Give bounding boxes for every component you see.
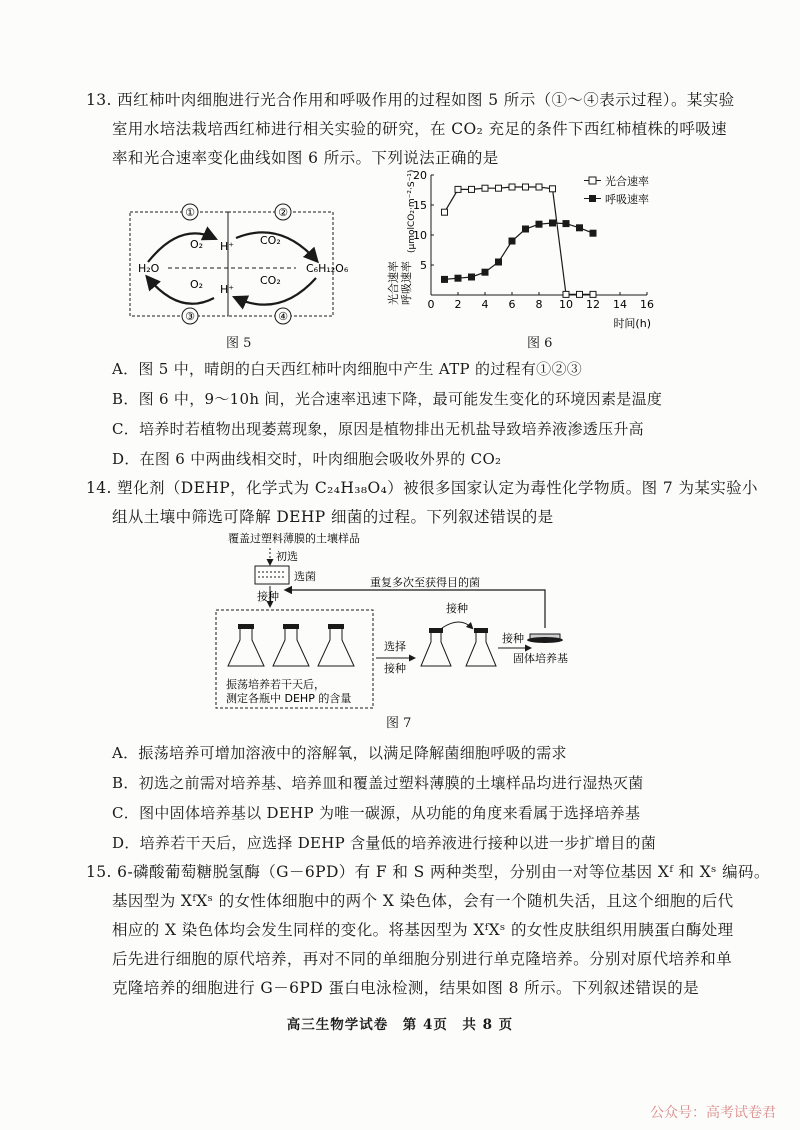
data-point [469, 274, 475, 280]
data-point [509, 184, 515, 190]
x-tick-label: 8 [535, 298, 543, 311]
circle-3: ③ [185, 310, 195, 323]
h-top-label: H⁺ [220, 240, 235, 253]
solid-medium-label: 固体培养基 [513, 652, 568, 665]
o2-top-label: O₂ [190, 238, 204, 251]
q13-line-1: 13. 西红柿叶肉细胞进行光合作用和呼吸作用的过程如图 5 所示（①～④表示过程）。某实验 [86, 91, 735, 109]
data-point [469, 186, 475, 192]
data-point [550, 220, 556, 226]
initial-selection-label: 初选 [276, 550, 298, 563]
figure-6-caption: 图 6 [527, 336, 553, 351]
select-label: 选择 [384, 640, 406, 653]
data-point [577, 291, 583, 297]
q15-line-5: 克隆培养的细胞进行 G－6PD 蛋白电泳检测，结果如图 8 所示。下列叙述错误的是 [112, 979, 700, 997]
x-tick-label: 14 [613, 298, 627, 311]
figure-5-diagram [120, 198, 380, 333]
data-point [455, 186, 461, 192]
h2o-label: H₂O [138, 262, 160, 275]
data-point [482, 185, 488, 191]
co2-bottom-label: CO₂ [260, 274, 281, 287]
data-point [550, 186, 556, 192]
data-point [509, 238, 515, 244]
select-inoculate-label: 接种 [384, 662, 406, 675]
q13-line-3: 率和光合速率变化曲线如图 6 所示。下列说法正确的是 [112, 149, 499, 167]
figure-6-chart [385, 165, 680, 335]
data-point [563, 221, 569, 227]
y-tick-label: 15 [413, 199, 427, 212]
data-point [523, 184, 529, 190]
inoculate-top-label: 接种 [446, 602, 468, 615]
shake-culture-label: 振荡培养若干天后， [226, 678, 325, 691]
series-line-1 [445, 223, 594, 279]
ylabel-respiration: 呼吸速率 [400, 261, 413, 305]
data-point [496, 259, 502, 265]
q14-line-2: 组从土壤中筛选可降解 DEHP 细菌的过程。下列叙述错误的是 [112, 508, 554, 526]
data-point [577, 225, 583, 231]
data-point [590, 291, 596, 297]
q14-option-c[interactable]: C．图中固体培养基以 DEHP 为唯一碳源，从功能的角度来看属于选择培养基 [112, 804, 641, 822]
ylabel-unit: (μmolCO₂·m⁻²·S⁻¹) [407, 169, 417, 253]
figure-5-caption: 图 5 [226, 336, 252, 351]
glucose-label: C₆H₁₂O₆ [306, 262, 349, 275]
repeat-label: 重复多次至获得目的菌 [370, 576, 480, 589]
select-bacteria-label: 选菌 [294, 570, 316, 583]
y-tick-label: 20 [413, 169, 427, 182]
q15-line-2: 基因型为 XᶠXˢ 的女性体细胞中的两个 X 染色体，会有一个随机失活，且这个细胞的后代 [112, 892, 734, 910]
data-point [536, 221, 542, 227]
q14-option-b[interactable]: B．初选之前需对培养基、培养皿和覆盖过塑料薄膜的土壤样品均进行湿热灭菌 [112, 774, 644, 792]
x-tick-label: 2 [454, 298, 462, 311]
x-tick-label: 10 [559, 298, 573, 311]
legend-photosynthesis: 光合速率 [605, 175, 649, 188]
q13-option-b[interactable]: B．图 6 中，9～10h 间，光合速率迅速下降，最可能发生变化的环境因素是温度 [112, 390, 663, 408]
q15-line-3: 相应的 X 染色体均会发生同样的变化。将基因型为 XᶠXˢ 的女性皮肤组织用胰蛋白酶处理 [112, 921, 734, 939]
soil-sample-label: 覆盖过塑料薄膜的土壤样品 [228, 532, 360, 545]
series-line-0 [445, 187, 594, 294]
q13-option-d[interactable]: D．在图 6 中两曲线相交时，叶肉细胞会吸收外界的 CO₂ [112, 450, 502, 468]
circle-1: ① [185, 206, 195, 219]
watermark: 公众号：高考试卷君 [650, 1105, 776, 1121]
data-point [482, 269, 488, 275]
figure-7-diagram [210, 528, 580, 713]
q15-line-1: 15. 6-磷酸葡萄糖脱氢酶（G－6PD）有 F 和 S 两种类型，分别由一对等位基因 Xᶠ 和 Xˢ 编码。 [86, 863, 770, 881]
o2-bottom-label: O₂ [190, 278, 204, 291]
q13-option-c[interactable]: C．培养时若植物出现萎蔫现象，原因是植物排出无机盐导致培养液渗透压升高 [112, 420, 644, 438]
q14-line-1: 14. 塑化剂（DEHP，化学式为 C₂₄H₃₈O₄）被很多国家认定为毒性化学物质。图 7 为某实验小 [86, 479, 758, 497]
x-tick-label: 6 [508, 298, 516, 311]
inoculate-right-label: 接种 [502, 632, 524, 645]
page-footer: 高三生物学试卷 第 4页 共 8 页 [286, 1017, 514, 1033]
x-axis-label: 时间(h) [613, 317, 651, 330]
q13-option-a[interactable]: A．图 5 中，晴朗的白天西红柿叶肉细胞中产生 ATP 的过程有①②③ [112, 360, 583, 378]
data-point [523, 226, 529, 232]
ylabel-photosynthesis: 光合速率 [387, 261, 400, 305]
x-tick-label: 16 [640, 298, 654, 311]
h-bottom-label: H⁺ [220, 283, 235, 296]
data-point [563, 291, 569, 297]
measure-dehp-label: 测定各瓶中 DEHP 的含量 [226, 692, 352, 705]
circle-4: ④ [278, 310, 288, 323]
circle-2: ② [278, 206, 288, 219]
legend-respiration: 呼吸速率 [605, 193, 649, 206]
y-tick-label: 10 [413, 229, 427, 242]
q14-option-d[interactable]: D．培养若干天后，应选择 DEHP 含量低的培养液进行接种以进一步扩增目的菌 [112, 834, 657, 852]
data-point [536, 184, 542, 190]
data-point [442, 209, 448, 215]
data-point [442, 276, 448, 282]
data-point [496, 185, 502, 191]
q15-line-4: 后先进行细胞的原代培养，再对不同的单细胞分别进行单克隆培养。分别对原代培养和单 [112, 950, 733, 968]
data-point [590, 230, 596, 236]
q13-line-2: 室用水培法栽培西红柿进行相关实验的研究，在 CO₂ 充足的条件下西红柿植株的呼吸速 [112, 120, 728, 138]
co2-top-label: CO₂ [260, 234, 281, 247]
inoculate-label: 接种 [257, 590, 279, 603]
y-tick-label: 5 [420, 259, 427, 272]
data-point [455, 275, 461, 281]
x-tick-label: 12 [586, 298, 600, 311]
x-tick-label: 4 [481, 298, 489, 311]
q14-option-a[interactable]: A．振荡培养可增加溶液中的溶解氧，以满足降解菌细胞呼吸的需求 [112, 744, 567, 762]
figure-7-caption: 图 7 [386, 716, 412, 731]
x-tick-label: 0 [427, 298, 435, 311]
